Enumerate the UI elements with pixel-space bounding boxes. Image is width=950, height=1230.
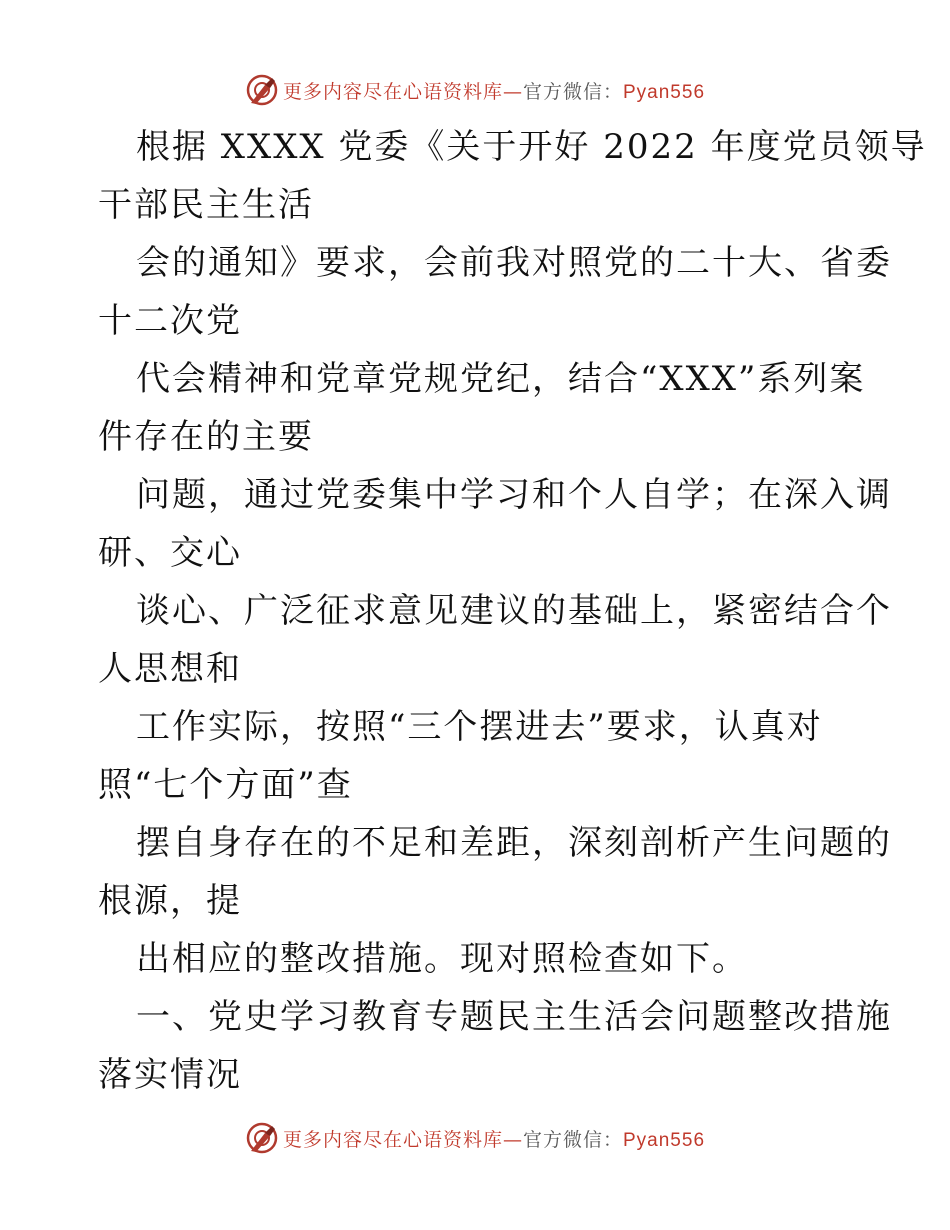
- text-line: 出相应的整改措施。现对照检查如下。: [136, 939, 748, 979]
- footer-wechat-id: Pyan556: [623, 1129, 706, 1151]
- pen-logo-icon: [245, 1121, 279, 1155]
- header-brand: 更多内容尽在心语资料库: [282, 80, 503, 103]
- text-line: 摆自身存在的不足和差距，深刻剖析产生问题的: [136, 823, 892, 863]
- text-line: 根源，提: [98, 881, 242, 921]
- text-line: 照“七个方面”查: [98, 765, 353, 805]
- text-line: 落实情况: [98, 1055, 242, 1095]
- text-line: 件存在的主要: [98, 417, 314, 457]
- text-line: 工作实际，按照“三个摆进去”要求，认真对: [136, 707, 823, 747]
- footer-brand: 更多内容尽在心语资料库: [282, 1128, 503, 1151]
- text-line: 谈心、广泛征求意见建议的基础上，紧密结合个: [136, 591, 892, 631]
- text-line: 人思想和: [98, 649, 242, 689]
- text-line: 代会精神和党章党规党纪，结合“XXX”系列案: [136, 359, 866, 399]
- footer-label: 官方微信：: [522, 1128, 623, 1151]
- footer-dash: —: [502, 1128, 523, 1151]
- section-heading: 一、党史学习教育专题民主生活会问题整改措施: [136, 997, 892, 1037]
- text-line: 会的通知》要求，会前我对照党的二十大、省委: [136, 243, 892, 283]
- pen-logo-icon: [245, 73, 279, 107]
- text-line: 问题，通过党委集中学习和个人自学；在深入调: [136, 475, 892, 515]
- header-wechat-id: Pyan556: [623, 81, 706, 103]
- footer-banner: [0, 1118, 950, 1158]
- body-text: [98, 118, 927, 1104]
- text-line: 根据 XXXX 党委《关于开好 2022 年度党员领导: [136, 127, 927, 167]
- header-dash: —: [502, 80, 523, 103]
- text-line: 研、交心: [98, 533, 242, 573]
- text-line: 十二次党: [98, 301, 242, 341]
- text-line: 干部民主生活: [98, 185, 314, 225]
- header-banner: [0, 70, 950, 110]
- header-label: 官方微信：: [522, 80, 623, 103]
